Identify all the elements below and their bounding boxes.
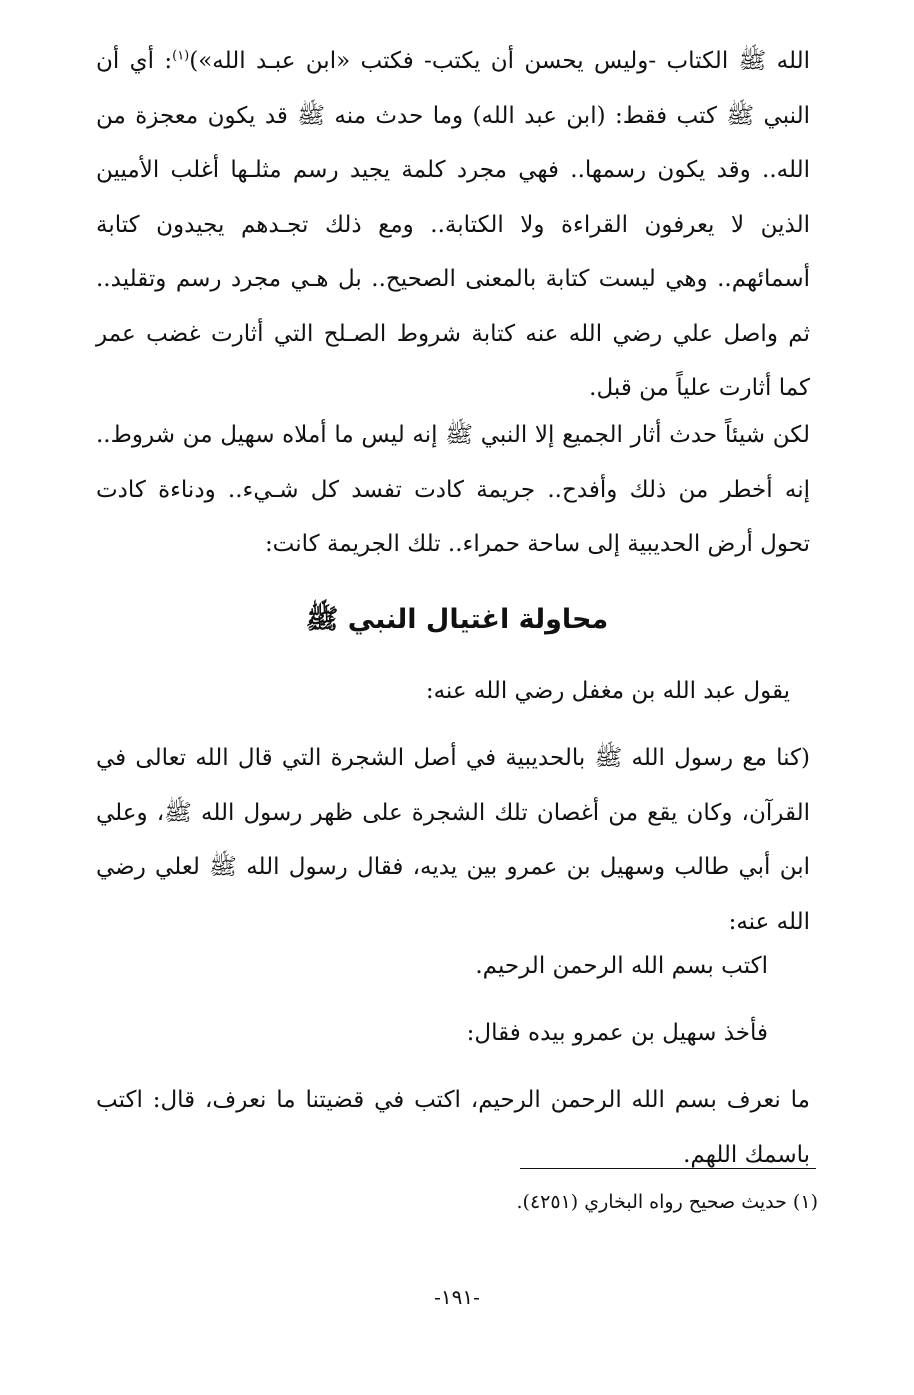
paragraph-1 — [96, 34, 810, 416]
paragraph-2: لكن شيئاً حدث أثار الجميع إلا النبي ﷺ إنه ليس ما أملاه سهيل من شروط.. إنه أخطر من ذلك وأفدح.. جريمة كادت تفسد كل شـيء.. ودناءة كادت تحول أرض الحديبية إلى ساحة حمراء.. تلك الجريمة كانت: — [96, 422, 810, 557]
paragraph-3: يقول عبد الله بن مغفل رضي الله عنه: — [425, 678, 790, 704]
section-heading: محاولة اغتيال النبي ﷺ — [305, 604, 609, 635]
footnote: (١) حديث صحيح رواه البخاري (٤٢٥١). — [516, 1191, 818, 1213]
paragraph-1-continuation: : أي أن النبي ﷺ كتب فقط: (ابن عبد الله) وما حدث منه ﷺ قد يكون معجزة من الله.. وقد يكون رسمها.. فهي مجرد كلمة يجيد رسم مثلـها أغلب الأميين الذين لا يعرفون القراءة ولا الكتابة.. ومع ذلك تجـدهم يجيدون كتابة أسمائهم.. وهي ليست كتابة بالمعنى الصحيح.. بل هـي مجرد رسم وتقليد.. ثم واصل علي رضي الله عنه كتابة شروط الصـلح التي أثارت غضب عمر كما أثارت علياً من قبل. — [96, 48, 810, 401]
paragraph-6: فأخذ سهيل بن عمرو بيده فقال: — [466, 1020, 768, 1046]
footnote-reference: (١) — [172, 48, 190, 64]
page-number: -١٩١- — [434, 1285, 480, 1309]
paragraph-5: اكتب بسم الله الرحمن الرحيم. — [475, 953, 768, 979]
footnote-divider — [520, 1168, 816, 1169]
paragraph-4: (كنا مع رسول الله ﷺ بالحديبية في أصل الشجرة التي قال الله تعالى في القرآن، وكان يقع من أغصان تلك الشجرة على ظهر رسول الله ﷺ، وعلي ابن أبي طالب وسهيل بن عمرو بين يديه، فقال رسول الله ﷺ لعلي رضي الله عنه: — [96, 745, 810, 935]
paragraph-7: ما نعرف بسم الله الرحمن الرحيم، اكتب في قضيتنا ما نعرف، قال: اكتب باسمك اللهم. — [96, 1087, 810, 1168]
paragraph-1-text: الله ﷺ الكتاب -وليس يحسن أن يكتب- فكتب «ابن عبـد الله») — [189, 48, 811, 74]
